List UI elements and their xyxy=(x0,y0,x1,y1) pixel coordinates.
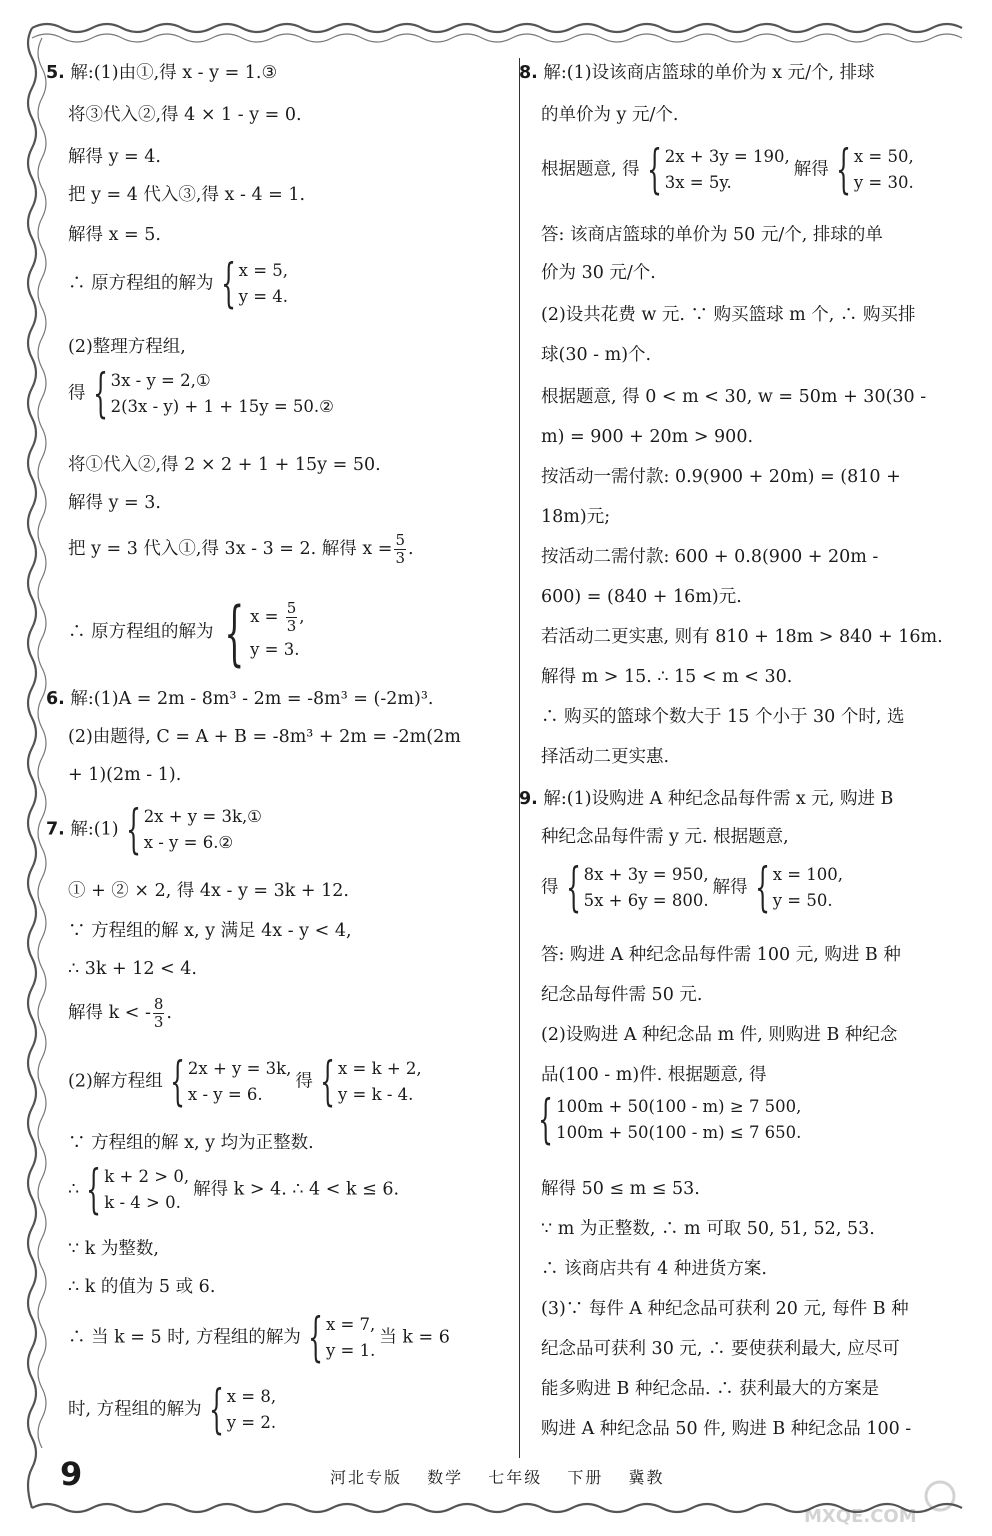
equation-row: k - 4 > 0. xyxy=(104,1193,181,1212)
equation-row: 8x + 3y = 950, xyxy=(583,865,709,884)
equation-system-line xyxy=(68,1380,280,1440)
equation-row: 2x + 3y = 190, xyxy=(664,147,790,166)
equation-system-line xyxy=(68,591,309,674)
page-number: 9 xyxy=(60,1455,83,1493)
question-number: 8. xyxy=(519,63,538,83)
text-fragment: 得 xyxy=(68,383,86,404)
equation-row: y = 30. xyxy=(853,173,914,192)
equation-system-line xyxy=(68,1052,426,1112)
fraction: $\frac{5}{3}$ xyxy=(395,531,405,567)
text-line: + 1)(2m - 1). xyxy=(68,765,182,785)
text-line: 品(100 - m)件. 根据题意, 得 xyxy=(541,1065,767,1085)
equation-system-line xyxy=(68,254,292,314)
text-line: 解得 y = 3. xyxy=(68,493,161,513)
equation-row: x = $\frac{5}{3}$ , xyxy=(250,599,305,635)
grade-label: 七年级 xyxy=(488,1468,543,1487)
equation-row: y = 2. xyxy=(226,1413,277,1432)
text-line: 将①代入②,得 2 × 2 + 1 + 15y = 50. xyxy=(68,455,381,475)
text-line: 根据题意, 得 0 < m < 30, w = 50m + 30(30 - xyxy=(541,387,927,407)
equation-row: 2x + y = 3k,① xyxy=(143,807,262,826)
watermark-logo xyxy=(800,1478,960,1528)
equation-row: x = 7, xyxy=(325,1315,376,1334)
text-line: 答: 购进 A 种纪念品每件需 100 元, 购进 B 种 xyxy=(541,945,901,965)
equation-system: { k + 2 > 0, k - 4 > 0. xyxy=(86,1160,190,1220)
equation-row: k + 2 > 0, xyxy=(104,1167,190,1186)
text-fragment: 解得 k < - xyxy=(68,1003,151,1023)
text-line: (2)设购进 A 种纪念品 m 件, 则购进 B 种纪念 xyxy=(541,1025,898,1045)
text-line: 将③代入②,得 4 × 1 - y = 0. xyxy=(68,105,302,125)
text-line: m) = 900 + 20m > 900. xyxy=(541,427,754,447)
equation-row: y = 1. xyxy=(325,1341,376,1360)
column-divider xyxy=(519,58,520,1458)
text-fragment: 得 xyxy=(541,877,559,898)
text-fragment: 根据题意, 得 xyxy=(541,159,640,180)
book-info xyxy=(330,1465,682,1488)
text-line: 购进 A 种纪念品 50 件, 购进 B 种纪念品 100 - xyxy=(541,1419,912,1439)
equation-row: x = 50, xyxy=(853,147,914,166)
equation-row: x = 5, xyxy=(238,261,289,280)
text-line: 按活动二需付款: 600 + 0.8(900 + 20m - xyxy=(541,547,879,567)
text-line: 纪念品每件需 50 元. xyxy=(541,985,703,1005)
text-fragment: ∴ 原方程组的解为 xyxy=(68,622,214,642)
text-line: 18m)元; xyxy=(541,507,611,527)
text-line: 球(30 - m)个. xyxy=(541,345,652,365)
text-line: 解:(1)设该商店篮球的单价为 x 元/个, 排球 xyxy=(543,63,875,83)
text-fragment: 得 xyxy=(295,1071,313,1092)
equation-system-line xyxy=(68,1308,450,1368)
text-line: 种纪念品每件需 y 元. 根据题意, xyxy=(541,827,789,847)
publisher-label: 冀教 xyxy=(628,1468,665,1487)
text-line: (3)∵ 每件 A 种纪念品可获利 20 元, 每件 B 种 xyxy=(541,1299,909,1319)
volume-label: 下册 xyxy=(567,1468,604,1487)
equation-row: x - y = 6. xyxy=(187,1085,263,1104)
text-fragment: ∴ xyxy=(68,1179,80,1200)
svg-text:MXQE.COM: MXQE.COM xyxy=(804,1506,917,1527)
equation-row: x = k + 2, xyxy=(337,1059,422,1078)
equation-row: 5x + 6y = 800. xyxy=(583,891,709,910)
equation-row: x = 8, xyxy=(226,1387,277,1406)
equation-system: { x = 8, y = 2. xyxy=(208,1380,277,1440)
text-fragment: 解:(1) xyxy=(70,819,119,840)
text-line: 纪念品可获利 30 元, ∴ 要使获利最大, 应尽可 xyxy=(541,1339,900,1359)
text-line: 解:(1)A = 2m - 8m³ - 2m = -8m³ = (-2m)³. xyxy=(70,689,434,709)
text-line: 能多购进 B 种纪念品. ∴ 获利最大的方案是 xyxy=(541,1379,880,1399)
text-line: ∵ 方程组的解 x, y 均为正整数. xyxy=(68,1133,314,1153)
text-line: ∴ 购买的篮球个数大于 15 个小于 30 个时, 选 xyxy=(541,707,905,727)
equation-system-line xyxy=(68,1160,400,1220)
equation-row: y = 50. xyxy=(772,891,833,910)
equation-system: { x = 7, y = 1. xyxy=(307,1308,376,1368)
text-line: 若活动二更实惠, 则有 810 + 18m > 840 + 16m. xyxy=(541,627,943,647)
text-line: 解得 x = 5. xyxy=(68,225,161,245)
text-line: 的单价为 y 元/个. xyxy=(541,105,679,125)
equation-row: x = 100, xyxy=(772,865,844,884)
equation-row: 100m + 50(100 - m) ≤ 7 650. xyxy=(556,1123,802,1142)
text-fragment: ∴ 原方程组的解为 xyxy=(68,273,214,294)
fraction-line: 解得 k < - $\frac{8}{3}$ . xyxy=(68,995,172,1031)
equation-system: { x = 5, y = 4. xyxy=(220,254,289,314)
text-fragment: 解得 xyxy=(712,877,748,898)
text-line: 择活动二更实惠. xyxy=(541,747,670,767)
equation-system: { x = 100, y = 50. xyxy=(754,858,844,918)
inequality-system: { 100m + 50(100 - m) ≥ 7 500, 100m + 50(100 - m) ≤ 7 650. xyxy=(538,1090,802,1150)
text-line: ∴ 该商店共有 4 种进货方案. xyxy=(541,1259,767,1279)
equation-system: { x = k + 2, y = k - 4. xyxy=(319,1052,422,1112)
text-line: ① + ② × 2, 得 4x - y = 3k + 12. xyxy=(68,881,349,901)
text-line: 解得 50 ≤ m ≤ 53. xyxy=(541,1179,700,1199)
fraction: $\frac{8}{3}$ xyxy=(153,995,164,1031)
subject-label: 数学 xyxy=(427,1468,464,1487)
text-fragment: 解得 xyxy=(793,159,829,180)
text-line: 答: 该商店篮球的单价为 50 元/个, 排球的单 xyxy=(541,225,883,245)
text-line: 600) = (840 + 16m)元. xyxy=(541,587,742,607)
text-line: ∵ m 为正整数, ∴ m 可取 50, 51, 52, 53. xyxy=(541,1219,875,1239)
question-number: 7. xyxy=(46,819,65,840)
equation-system: { 2x + y = 3k,① x - y = 6.② xyxy=(125,800,262,860)
text-line: (2)由题得, C = A + B = -8m³ + 2m = -2m(2m xyxy=(68,727,461,747)
text-fragment: 解得 k > 4. ∴ 4 < k ≤ 6. xyxy=(193,1179,400,1200)
equation-row: 2(3x - y) + 1 + 15y = 50.② xyxy=(110,397,334,416)
equation-system: { x = 50, y = 30. xyxy=(835,140,914,200)
equation-system-line xyxy=(541,858,847,918)
text-line: 解得 m > 15. ∴ 15 < m < 30. xyxy=(541,667,793,687)
inequality-system-line xyxy=(538,1090,805,1150)
equation-row: 100m + 50(100 - m) ≥ 7 500, xyxy=(556,1097,802,1116)
equation-system-line xyxy=(541,140,918,200)
equation-row: y = k - 4. xyxy=(337,1085,414,1104)
text-line: (2)整理方程组, xyxy=(68,337,186,357)
equation-system: { 2x + 3y = 190, 3x = 5y. xyxy=(646,140,790,200)
text-line: ∵ k 为整数, xyxy=(68,1239,159,1259)
equation-row: 3x = 5y. xyxy=(664,173,732,192)
equation-row: x - y = 6.② xyxy=(143,833,234,852)
text-fragment: ∴ 当 k = 5 时, 方程组的解为 xyxy=(68,1327,301,1348)
equation-row: y = 3. xyxy=(250,640,300,659)
question-number: 9. xyxy=(519,789,538,809)
text-line: 价为 30 元/个. xyxy=(541,263,656,283)
question-number: 6. xyxy=(46,689,65,709)
equation-system: { 8x + 3y = 950, 5x + 6y = 800. xyxy=(565,858,709,918)
text-line: 解得 y = 4. xyxy=(68,147,161,167)
text-line: ∵ 方程组的解 x, y 满足 4x - y < 4, xyxy=(68,921,352,941)
equation-system: { 2x + y = 3k, x - y = 6. xyxy=(169,1052,292,1112)
text-line: 把 y = 4 代入③,得 x - 4 = 1. xyxy=(68,185,306,205)
text-fragment: 把 y = 3 代入①,得 3x - 3 = 2. 解得 x = xyxy=(68,539,393,559)
text-fragment: 时, 方程组的解为 xyxy=(68,1399,202,1420)
question-number: 5. xyxy=(46,63,65,83)
equation-row: y = 4. xyxy=(238,287,289,306)
equation-row: 3x - y = 2,① xyxy=(110,371,211,390)
text-line: 按活动一需付款: 0.9(900 + 20m) = (810 + xyxy=(541,467,901,487)
text-line: ∴ k 的值为 5 或 6. xyxy=(68,1277,216,1297)
equation-system: { 3x - y = 2,① 2(3x - y) + 1 + 15y = 50.② xyxy=(92,364,334,424)
text-line: (2)设共花费 w 元. ∵ 购买篮球 m 个, ∴ 购买排 xyxy=(541,305,916,325)
text-line: 解:(1)由①,得 x - y = 1.③ xyxy=(70,63,278,83)
text-fragment: 当 k = 6 xyxy=(379,1327,450,1348)
text-line: 解:(1)设购进 A 种纪念品每件需 x 元, 购进 B xyxy=(543,789,894,809)
text-fragment: (2)解方程组 xyxy=(68,1071,163,1092)
text-line: ∴ 3k + 12 < 4. xyxy=(68,959,197,979)
fraction-line: 把 y = 3 代入①,得 3x - 3 = 2. 解得 x = $\frac{5}{3}$ . xyxy=(68,531,414,567)
equation-system-line xyxy=(68,364,338,424)
equation-row: 2x + y = 3k, xyxy=(187,1059,292,1078)
edition-label: 河北专版 xyxy=(330,1468,403,1487)
equation-system: { x = $\frac{5}{3}$ , y = 3. xyxy=(223,591,305,674)
